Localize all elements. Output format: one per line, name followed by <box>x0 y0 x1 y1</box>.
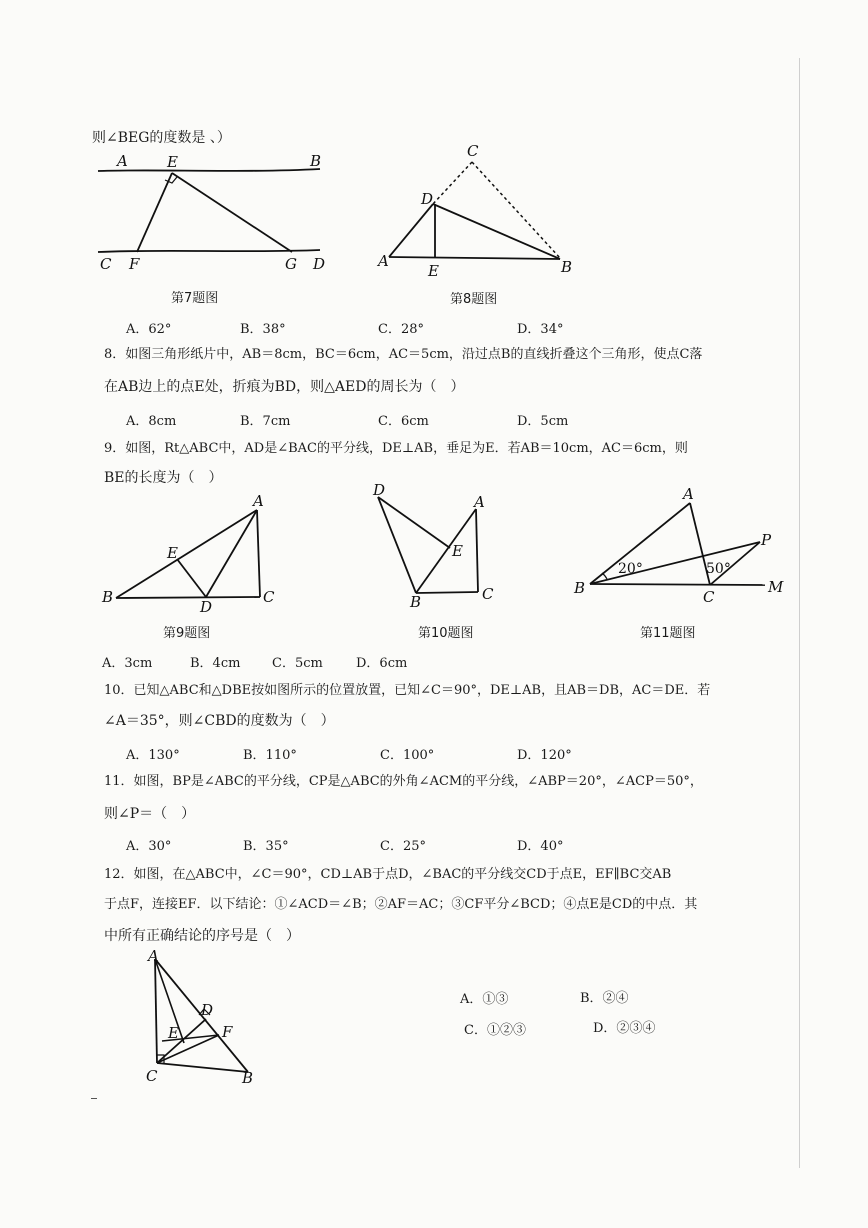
q11-line-1: 11．如图，BP是∠ABC的平分线，CP是△ABC的外角∠ACM的平分线，∠ABP＝20°，∠ACP＝50°， <box>104 774 703 789</box>
fig10-label-D: D <box>373 481 386 499</box>
q10-option-c[interactable]: C．100° <box>380 748 435 763</box>
q10-line-2: ∠A＝35°，则∠CBD的度数为（ ） <box>104 713 335 729</box>
q8-option-a[interactable]: A．8cm <box>126 414 177 429</box>
q9-line-2: BE的长度为（ ） <box>104 470 223 486</box>
fig7-label-E: E <box>167 153 178 171</box>
fig11-label-A: A <box>683 485 694 503</box>
fig7-label-F: F <box>129 255 140 273</box>
q12-option-c[interactable]: C．①②③ <box>464 1023 526 1038</box>
q7-option-b[interactable]: B．38° <box>240 322 286 337</box>
fig10-label-C: C <box>482 585 494 603</box>
q10-line-1: 10．已知△ABC和△DBE按如图所示的位置放置，已知∠C＝90°，DE⊥AB，且AB＝DB，AC＝DE．若 <box>104 683 711 698</box>
fig12-label-E: E <box>168 1024 179 1042</box>
q12-line-2: 于点F，连接EF．以下结论：①∠ACD＝∠B；②AF＝AC；③CF平分∠BCD；④点E是CD的中点．其 <box>104 897 698 912</box>
q9-line-1: 9．如图，Rt△ABC中，AD是∠BAC的平分线，DE⊥AB，垂足为E．若AB＝10cm，AC＝6cm，则 <box>104 441 688 456</box>
q8-line-1: 8．如图三角形纸片中，AB＝8cm，BC＝6cm，AC＝5cm，沿过点B的直线折叠这个三角形，使点C落 <box>104 347 703 362</box>
scan-mark <box>91 1098 97 1099</box>
q10-option-d[interactable]: D．120° <box>517 748 572 763</box>
fig8-label-C: C <box>467 142 479 160</box>
fig9-label-B: B <box>102 588 114 606</box>
fig7-label-B: B <box>310 152 322 170</box>
fig7-label-C: C <box>100 255 112 273</box>
q12-line-1: 12．如图，在△ABC中，∠C＝90°，CD⊥AB于点D，∠BAC的平分线交CD于点E，EF∥BC交AB <box>104 867 672 882</box>
figure-8-caption: 第8题图 <box>450 292 498 307</box>
figure-9-caption: 第9题图 <box>163 626 211 641</box>
q12-option-a[interactable]: A．①③ <box>460 992 509 1007</box>
q8-option-b[interactable]: B．7cm <box>240 414 291 429</box>
page-border-line <box>799 58 800 1168</box>
q12-option-d[interactable]: D．②③④ <box>593 1021 656 1036</box>
fig7-label-A: A <box>117 152 128 170</box>
fig7-label-D: D <box>313 255 326 273</box>
fig8-label-D: D <box>421 190 434 208</box>
q11-line-2: 则∠P＝（ ） <box>104 806 196 822</box>
figure-12 <box>140 945 290 1085</box>
fig12-label-D: D <box>201 1001 214 1019</box>
q8-option-c[interactable]: C．6cm <box>378 414 429 429</box>
fig9-label-A: A <box>253 492 264 510</box>
q12-option-b[interactable]: B．②④ <box>580 991 629 1006</box>
q9-option-b[interactable]: B．4cm <box>190 656 241 671</box>
figure-11 <box>570 485 800 605</box>
fig11-angle-50: 50° <box>706 561 731 577</box>
q9-option-d[interactable]: D．6cm <box>356 656 408 671</box>
fig8-label-B: B <box>561 258 573 276</box>
q11-option-d[interactable]: D．40° <box>517 839 564 854</box>
fig7-label-G: G <box>285 255 297 273</box>
q7-option-d[interactable]: D．34° <box>517 322 564 337</box>
q9-option-a[interactable]: A．3cm <box>102 656 153 671</box>
q7-option-a[interactable]: A．62° <box>126 322 172 337</box>
figure-7 <box>95 150 335 280</box>
fig12-label-B: B <box>242 1069 254 1087</box>
q7-option-c[interactable]: C．28° <box>378 322 424 337</box>
figure-9 <box>100 492 300 616</box>
fig9-label-E: E <box>167 544 178 562</box>
q10-option-b[interactable]: B．110° <box>243 748 297 763</box>
figure-10-caption: 第10题图 <box>418 626 474 641</box>
fig8-label-A: A <box>378 252 389 270</box>
fig8-label-E: E <box>428 262 439 280</box>
fig12-label-A: A <box>148 947 159 965</box>
q9-option-c[interactable]: C．5cm <box>272 656 323 671</box>
q11-option-b[interactable]: B．35° <box>243 839 289 854</box>
fig10-label-B: B <box>410 593 422 611</box>
fig12-label-F: F <box>222 1023 233 1041</box>
fig12-label-C: C <box>146 1067 158 1085</box>
fig11-label-M: M <box>768 578 784 596</box>
figure-8 <box>375 140 595 280</box>
q8-option-d[interactable]: D．5cm <box>517 414 569 429</box>
figure-11-caption: 第11题图 <box>640 626 696 641</box>
q8-line-2: 在AB边上的点E处，折痕为BD，则△AED的周长为（ ） <box>104 379 465 395</box>
fig11-label-C: C <box>703 588 715 606</box>
q10-option-a[interactable]: A．130° <box>126 748 180 763</box>
q12-line-3: 中所有正确结论的序号是（ ） <box>104 928 300 944</box>
fig11-angle-20: 20° <box>618 561 643 577</box>
fig10-label-A: A <box>474 493 485 511</box>
fig9-label-C: C <box>263 588 275 606</box>
fig11-label-B: B <box>574 579 586 597</box>
q7-stem-tail: 则∠BEG的度数是 、） <box>92 130 231 146</box>
q11-option-c[interactable]: C．25° <box>380 839 426 854</box>
fig9-label-D: D <box>200 598 213 616</box>
figure-7-caption: 第7题图 <box>171 291 219 306</box>
figure-10 <box>368 480 508 610</box>
q11-option-a[interactable]: A．30° <box>126 839 172 854</box>
fig10-label-E: E <box>452 542 463 560</box>
fig11-label-P: P <box>761 531 772 549</box>
